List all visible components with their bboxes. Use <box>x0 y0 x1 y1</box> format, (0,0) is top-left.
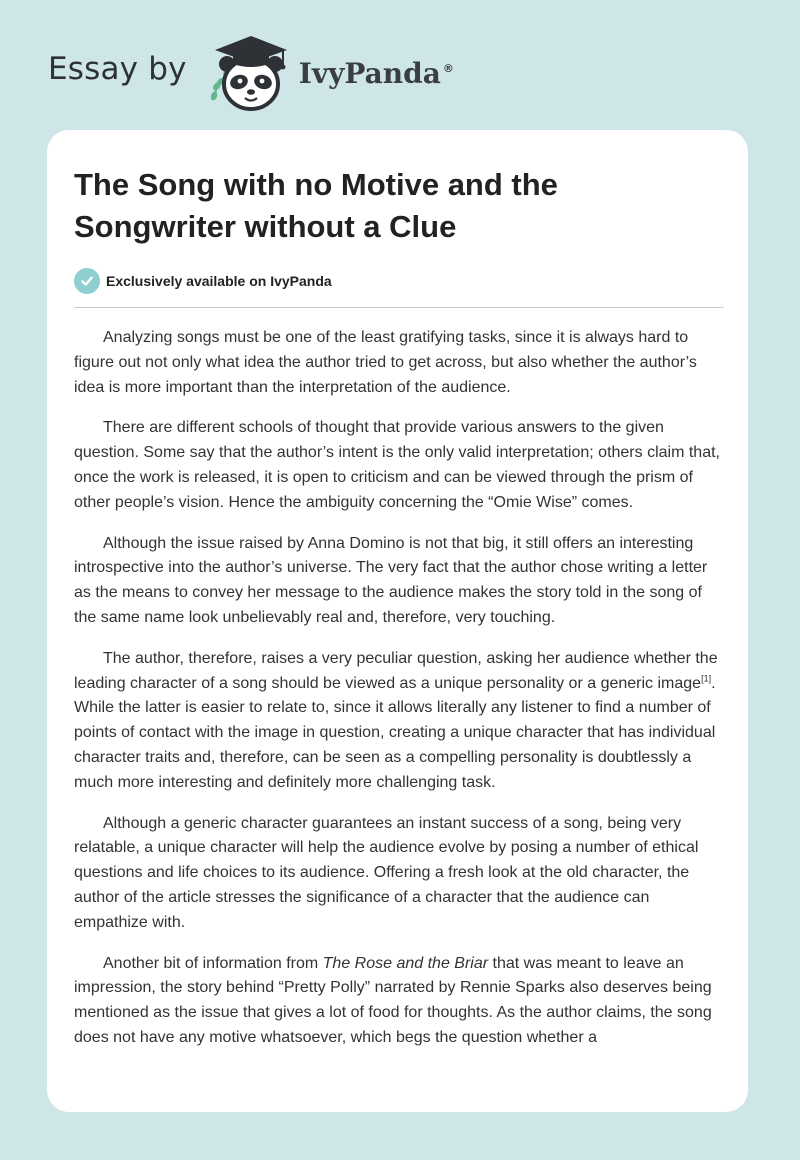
book-title: The Rose and the Briar <box>322 954 489 972</box>
paragraph: Although the issue raised by Anna Domino is not that big, it still offers an interesting introspective into the author’s universe. The very fact that the author chose writing a letter as the means to convey her message to the audience makes the story told in the song of the same name look unbelievably real and, therefore, very touching. <box>74 534 708 626</box>
graduation-cap-panda-icon <box>205 30 297 114</box>
paragraph-text: The author, therefore, raises a very peculiar question, asking her audience whether the leading character of a song should be viewed as a unique personality or a generic image <box>74 649 718 692</box>
brand-prefix: Essay by <box>48 51 187 87</box>
registered-mark: ® <box>442 62 454 76</box>
checkmark-badge-icon <box>74 268 100 294</box>
site-header <box>48 30 454 114</box>
paragraph-text: that was meant to leave an impression, the story behind “Pretty Polly” narrated by Rennie Sparks also deserves being mentioned as the issue that gives a lot of food for thoughts. As the author claims, the song does not have any motive whatsoever, which begs the question whether a <box>74 954 712 1046</box>
brand-name: IvyPanda ® <box>298 56 454 90</box>
essay-body <box>74 326 724 1051</box>
paragraph: Although a generic character guarantees an instant success of a song, being very relatable, a unique character will help the audience evolve by posing a number of ethical questions and life choices to its audience. Offering a fresh look at the old character, the author of the article stresses the significance of a character that the audience can empathize with. <box>74 814 699 931</box>
paragraph-text: Another bit of information from <box>103 954 323 972</box>
essay-title: The Song with no Motive and the Songwriter without a Clue <box>74 167 558 244</box>
divider <box>74 307 724 308</box>
paragraph: Analyzing songs must be one of the least gratifying tasks, since it is always hard to figure out not only what idea the author tried to get across, but also whether the author’s idea is more important than the interpretation of the audience. <box>74 329 697 396</box>
paragraph: There are different schools of thought that provide various answers to the given question. Some say that the author’s intent is the only valid interpretation; others claim that, once the work is released, it is open to criticism and can be viewed through the prism of other people’s vision. Hence the ambiguity concerning the “Omie Wise” comes. <box>74 419 720 511</box>
essay-content <box>74 164 724 1067</box>
footnote-link[interactable]: [1] <box>701 673 712 684</box>
exclusive-label: Exclusively available on IvyPanda <box>106 273 332 289</box>
essay-card <box>47 130 748 1112</box>
paragraph <box>74 647 724 796</box>
paragraph <box>74 952 724 1051</box>
exclusive-notice <box>74 268 724 294</box>
paragraph-text: . While the latter is easier to relate to, since it allows literally any listener to find a number of points of contact with the image in question, creating a unique character that has individual character traits and, therefore, can be seen as a compelling personality is doubtlessly a much more interesting and definitely more challenging task. <box>74 674 716 791</box>
